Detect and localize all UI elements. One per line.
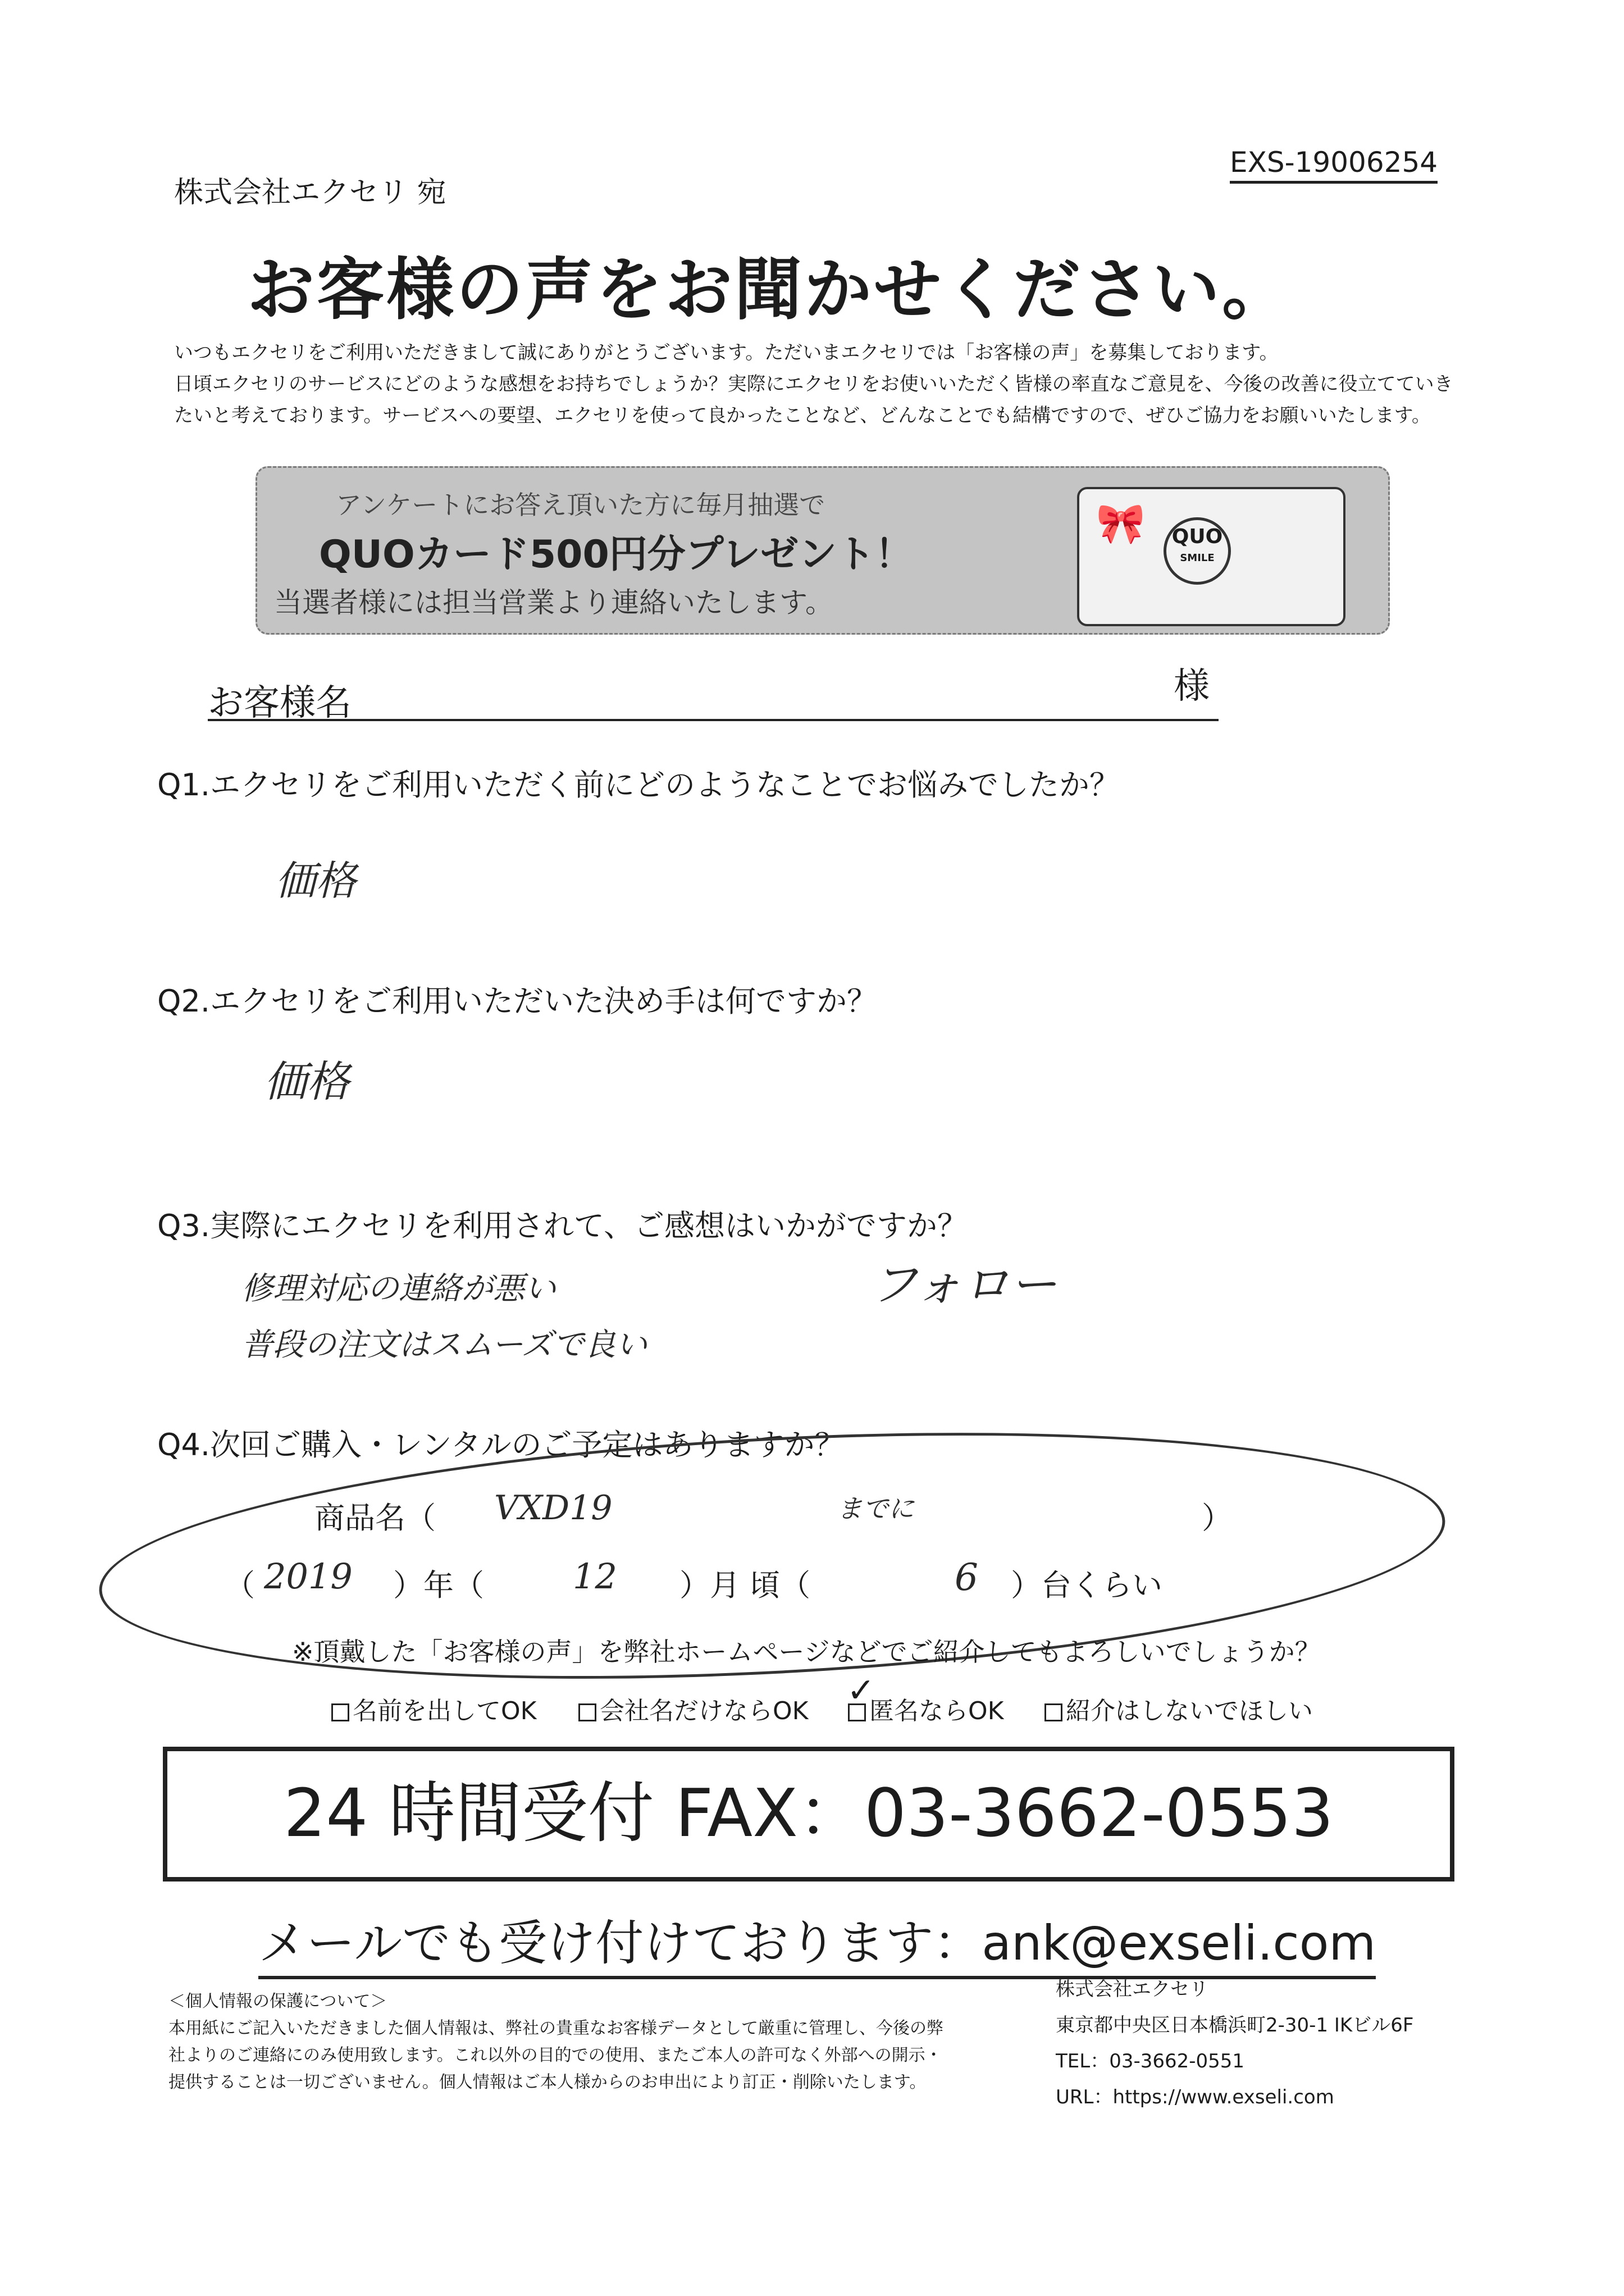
banner-line: アンケートにお答え頂いた方に毎月抽選で	[336, 490, 825, 520]
answer-1[interactable]: 価格	[275, 857, 357, 904]
month-value[interactable]: 12	[573, 1556, 617, 1597]
document-id: EXS-19006254	[1230, 146, 1438, 184]
option-label: 会社名だけならOK	[600, 1697, 809, 1725]
company-address: 東京都中央区日本橋浜町2-30-1 IKビル6F	[1056, 2014, 1414, 2037]
answer-2[interactable]: 価格	[264, 1056, 349, 1106]
fax-number-box	[163, 1747, 1454, 1882]
question-3: Q3.実際にエクセリを利用されて、ご感想はいかがですか？	[157, 1208, 968, 1243]
answer-3-side-note[interactable]: フォロー	[870, 1257, 1057, 1312]
year-label: ）年（	[393, 1568, 484, 1603]
product-name-value[interactable]: VXD19	[494, 1488, 613, 1528]
addressee: 株式会社エクセリ 宛	[174, 176, 446, 209]
by-note: までに	[837, 1493, 914, 1524]
privacy-line: 本用紙にご記入いただきました個人情報は、弊社の貴重なお客様データとして厳重に管理し、今後の弊	[168, 2019, 943, 2038]
page-title: お客様の声をお聞かせください。	[247, 251, 1292, 329]
option-label: 紹介はしないでほしい	[1066, 1697, 1313, 1725]
answer-3-line-1[interactable]: 修理対応の連絡が悪い	[241, 1270, 556, 1307]
consent-option-no-intro[interactable]	[1044, 1691, 1313, 1726]
intro-line: 日頃エクセリのサービスにどのような感想をお持ちでしょうか？実際にエクセリをお使いいただく皆様の率直なご意見を、今後の改善に役立てていき	[174, 373, 1453, 395]
question-2: Q2.エクセリをご利用いただいた決め手は何ですか？	[157, 983, 878, 1019]
option-label: 名前を出してOK	[353, 1697, 537, 1725]
banner-headline: QUOカード500円分プレゼント！	[319, 532, 914, 577]
company-tel: TEL：03-3662-0551	[1056, 2050, 1245, 2072]
ribbon-icon: 🎀	[1096, 500, 1146, 546]
privacy-line: 提供することは一切ございません。個人情報はご本人様からのお申出により訂正・削除いたします。	[168, 2072, 927, 2092]
answer-3-line-2[interactable]: 普段の注文はスムーズで良い	[241, 1327, 647, 1363]
consent-option-name-ok[interactable]	[331, 1691, 537, 1726]
year-value[interactable]: 2019	[264, 1556, 353, 1597]
customer-name-suffix: 様	[1174, 666, 1210, 707]
checkbox[interactable]	[331, 1703, 349, 1721]
mail-address[interactable]: メールでも受け付けております：ank@exseli.com	[258, 1904, 1376, 1979]
privacy-line: 社よりのご連絡にのみ使用致します。これ以外の目的での使用、またご本人の許可なく外部への開示・	[168, 2046, 942, 2065]
question-4: Q4.次回ご購入・レンタルのご予定はありますか？	[157, 1427, 845, 1463]
consent-option-company-ok[interactable]	[578, 1691, 809, 1726]
intro-text	[174, 337, 1499, 431]
quo-logo-text: QUO	[1171, 525, 1223, 548]
company-info	[1056, 1971, 1413, 2115]
option-label: 匿名ならOK	[869, 1697, 1004, 1725]
privacy-notice	[168, 1988, 1033, 2096]
checkbox[interactable]	[578, 1703, 596, 1721]
quo-card-banner	[256, 466, 1390, 635]
quo-card-image	[1077, 487, 1345, 626]
company-url[interactable]: URL：https://www.exseli.com	[1056, 2086, 1334, 2108]
fax-number: 24 時間受付 FAX：03-3662-0553	[284, 1774, 1334, 1852]
year-open: （	[225, 1568, 255, 1603]
customer-name-field[interactable]	[208, 663, 1219, 724]
privacy-line: ＜個人情報の保護について＞	[168, 1992, 387, 2011]
intro-line: たいと考えております。サービスへの要望、エクセリを使って良かったことなど、どんなことでも結構ですので、ぜひご協力をお願いいたします。	[174, 404, 1431, 427]
customer-name-label: お客様名	[208, 682, 352, 724]
checkbox[interactable]	[1044, 1703, 1062, 1721]
checkmark-icon: ✓	[847, 1671, 875, 1710]
quantity-label: ）台くらい	[1011, 1568, 1162, 1603]
question-1: Q1.エクセリをご利用いただく前にどのようなことでお悩みでしたか？	[157, 767, 1120, 803]
quantity-value[interactable]: 6	[955, 1556, 978, 1599]
consent-question: ※頂戴した「お客様の声」を弊社ホームページなどでご紹介してもよろしいでしょうか？	[292, 1637, 1321, 1667]
month-label: ）月 頃（	[679, 1568, 811, 1603]
intro-line: いつもエクセリをご利用いただきまして誠にありがとうございます。ただいまエクセリでは「お客様の声」を募集しております。	[174, 341, 1279, 364]
quo-logo	[1164, 517, 1231, 585]
banner-line: 当選者様には担当営業より連絡いたします。	[274, 586, 833, 619]
product-name-label: 商品名（	[314, 1500, 436, 1536]
product-name-close: ）	[1202, 1500, 1232, 1536]
company-name: 株式会社エクセリ	[1056, 1978, 1208, 2001]
smile-text: SMILE	[1180, 552, 1215, 564]
